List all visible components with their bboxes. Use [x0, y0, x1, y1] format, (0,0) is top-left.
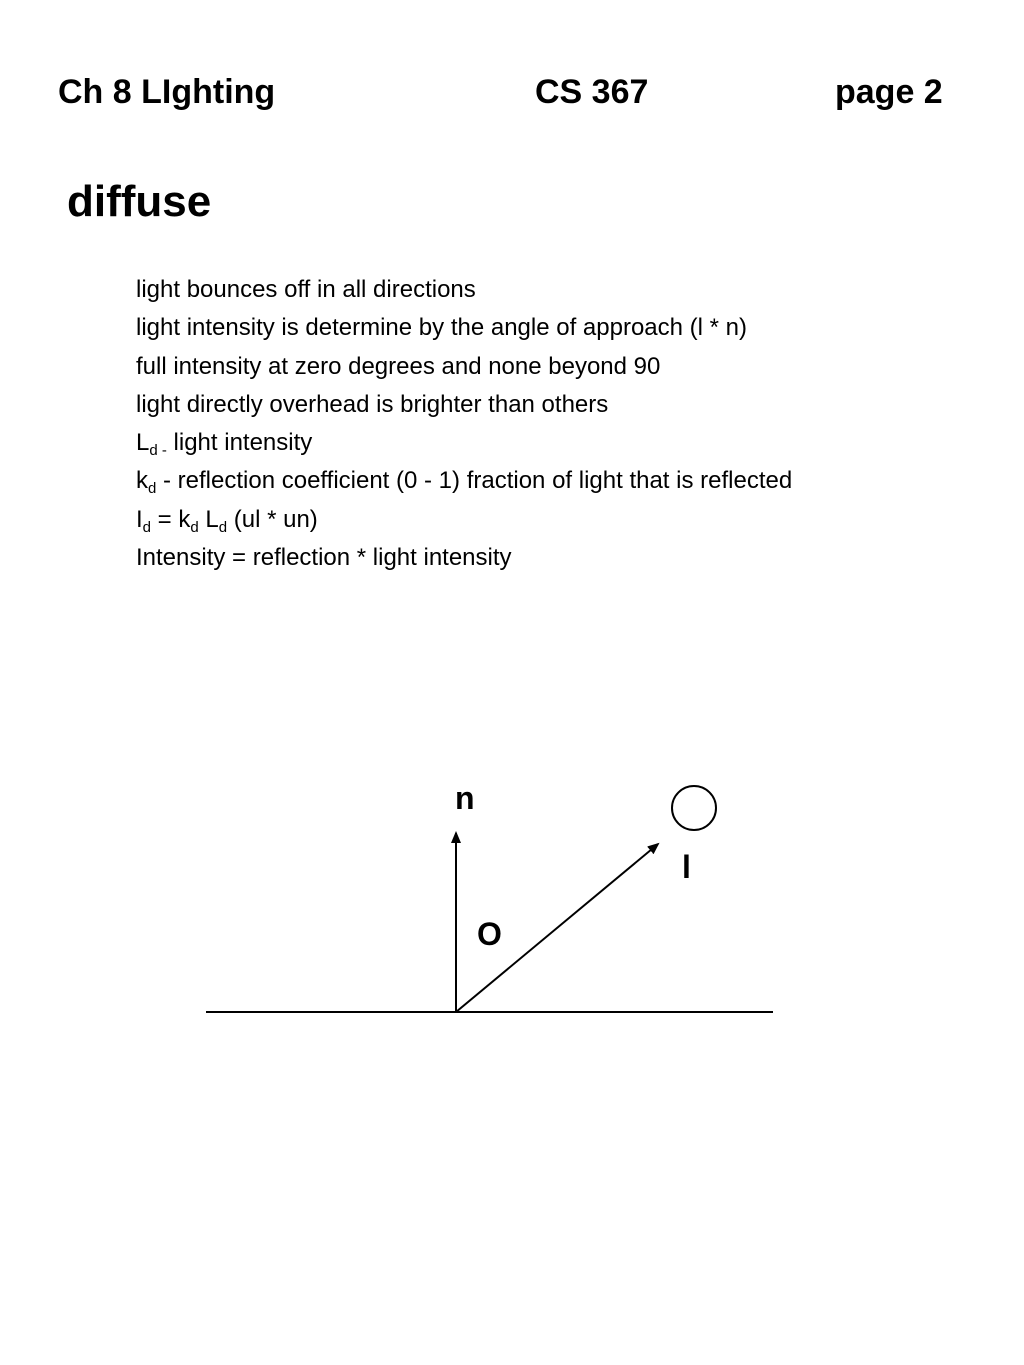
symbol-k: k: [136, 467, 148, 495]
notes-list: [136, 271, 792, 577]
subscript-d: d: [218, 518, 228, 536]
subscript-d: d -: [149, 442, 167, 460]
page-number: page 2: [835, 73, 943, 111]
note-line: light directly overhead is brighter than others: [136, 390, 609, 418]
note-text: light intensity: [166, 429, 313, 457]
subscript-d: d: [190, 518, 199, 536]
normal-label: n: [455, 780, 475, 816]
angle-label: O: [477, 916, 502, 952]
note-line-reflection-coefficient: [136, 462, 792, 500]
section-title: diffuse: [67, 177, 212, 226]
note-text: - reflection coefficient (0 - 1) fraction of light that is reflected: [156, 467, 793, 495]
light-label: l: [682, 849, 691, 885]
note-line: light intensity is determine by the angle of approach (l * n): [136, 314, 748, 342]
symbol-i: I: [136, 505, 143, 533]
subscript-d: d: [148, 480, 157, 498]
diffuse-lighting-diagram: [0, 760, 1024, 1040]
light-source-circle: [672, 786, 716, 830]
note-line: full intensity at zero degrees and none beyond 90: [136, 352, 661, 380]
chapter-title: Ch 8 LIghting: [58, 73, 276, 111]
formula-l: L: [198, 505, 219, 533]
formula-rest: (ul * un): [227, 505, 318, 533]
formula-line: [136, 501, 792, 539]
note-line-light-intensity: [136, 424, 792, 462]
course-code: CS 367: [535, 73, 649, 111]
subscript-d: d: [142, 518, 152, 536]
note-line: Intensity = reflection * light intensity: [136, 544, 512, 572]
note-line: light bounces off in all directions: [136, 276, 476, 303]
formula-equals-k: = k: [151, 505, 191, 533]
symbol-l: L: [136, 429, 150, 457]
